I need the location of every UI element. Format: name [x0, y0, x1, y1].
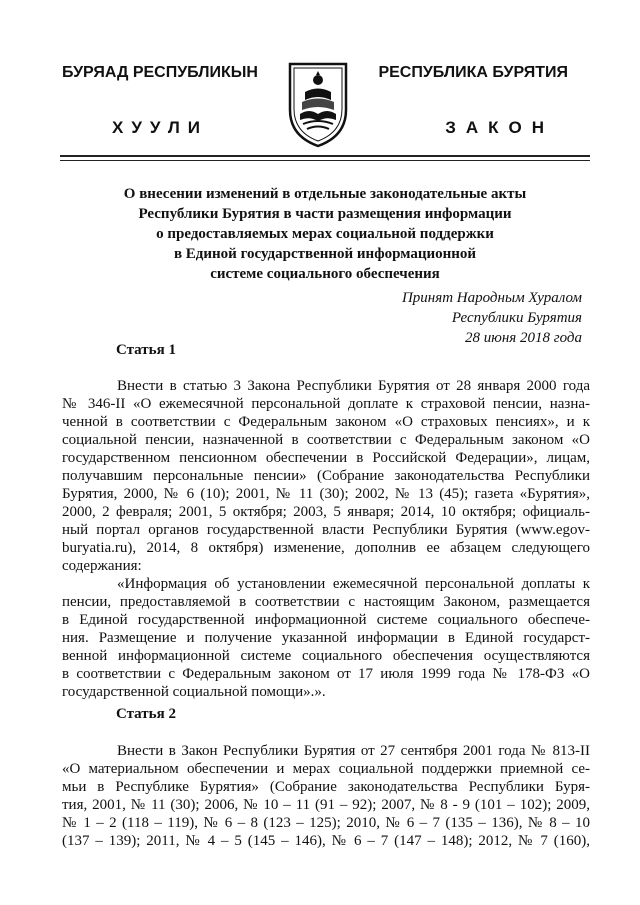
text-line: венной информационной системе социального обеспечения осуществляются	[62, 648, 590, 664]
title-line: Республики Бурятия в части размещения информации	[138, 206, 512, 222]
text-line: ченной в соответствии с Федеральным законом «О страховых пенсиях», и к	[62, 414, 590, 430]
header-right-kind: ЗАКОН	[445, 118, 554, 137]
text-line: в соответствии с Федеральным законом от 17 июля 1999 года № 178-ФЗ «О	[62, 666, 590, 682]
text-line: № 346-II «О ежемесячной персональной доплате к страховой пенсии, назна-	[62, 396, 590, 412]
header-left-kind: ХУУЛИ	[112, 118, 208, 137]
title-line: о предоставляемых мерах социальной поддержки	[156, 226, 494, 242]
title-line: О внесении изменений в отдельные законодательные акты	[123, 186, 527, 202]
header-left-name: БУРЯАД РЕСПУБЛИКЫН	[62, 64, 258, 81]
adoption-note	[402, 288, 582, 348]
article-2-text	[62, 742, 590, 850]
adoption-date: 28 июня 2018 года	[465, 330, 582, 346]
text-line: получавшим персональные пенсии» (Собрание законодательства Республики	[62, 468, 590, 484]
text-line: № 1 – 2 (118 – 119), № 6 – 8 (123 – 125); 2010, № 6 – 7 (135 – 136), № 8 – 10	[62, 815, 590, 831]
article-1-text	[62, 377, 590, 701]
text-line: Внести в Закон Республики Бурятия от 27 сентября 2001 года № 813-II	[117, 743, 590, 759]
text-line: содержания:	[62, 558, 142, 574]
article-2-heading: Статья 2	[116, 706, 176, 722]
text-line: «О материальном обеспечении и мерах социальной поддержки приемной се-	[62, 761, 590, 777]
coat-of-arms-icon	[285, 58, 351, 148]
text-line: ния. Размещение и получение указанной информации в Единой государст-	[62, 630, 590, 646]
text-line: Внести в статью 3 Закона Республики Бурятия от 28 января 2000 года	[117, 378, 590, 394]
text-line: мьи в Республике Бурятия» (Собрание законодательства Республики Буря-	[62, 779, 590, 795]
text-line: государственном пенсионном обеспечении в Российской Федерации», лицам,	[62, 450, 590, 466]
text-line: пенсии, предоставляемой в соответствии с настоящим Законом, размещается	[62, 594, 590, 610]
text-line: 2000, 2 февраля; 2001, 5 октября; 2003, 5 января; 2014, 10 октября; официаль-	[62, 504, 590, 520]
text-line: buryatia.ru), 2014, 8 октября) изменение, дополнив ее абзацем следующего	[62, 540, 590, 556]
article-1-heading: Статья 1	[116, 342, 176, 358]
text-line: в Единой государственной информационной системе социального обеспече-	[62, 612, 590, 628]
header-right-name: РЕСПУБЛИКА БУРЯТИЯ	[378, 64, 568, 81]
text-line: «Информация об установлении ежемесячной персональной доплаты к	[117, 576, 590, 592]
header-rule	[60, 155, 590, 157]
text-line: государственной социальной помощи».».	[62, 684, 326, 700]
text-line: социальной пенсии, назначенной в соответствии с Федеральным законом «О	[62, 432, 590, 448]
adoption-line: Республики Бурятия	[451, 310, 582, 326]
title-line: в Единой государственной информационной	[173, 246, 477, 262]
header-rule-thin	[60, 160, 590, 161]
adoption-line: Принят Народным Хуралом	[401, 290, 582, 306]
text-line: тия, 2001, № 11 (30); 2006, № 10 – 11 (91 – 92); 2007, № 8 - 9 (101 – 102); 2009,	[62, 797, 590, 813]
text-line: ный портал органов государственной власти Республики Бурятия (www.egov-	[62, 522, 590, 538]
law-title	[60, 184, 590, 284]
text-line: (137 – 139); 2011, № 4 – 5 (145 – 146), № 6 – 7 (147 – 148); 2012, № 7 (160),	[62, 833, 590, 849]
title-line: системе социального обеспечения	[210, 266, 440, 282]
text-line: Бурятия, 2000, № 6 (10); 2001, № 11 (30); 2002, № 13 (45); газета «Бурятия»,	[62, 486, 590, 502]
